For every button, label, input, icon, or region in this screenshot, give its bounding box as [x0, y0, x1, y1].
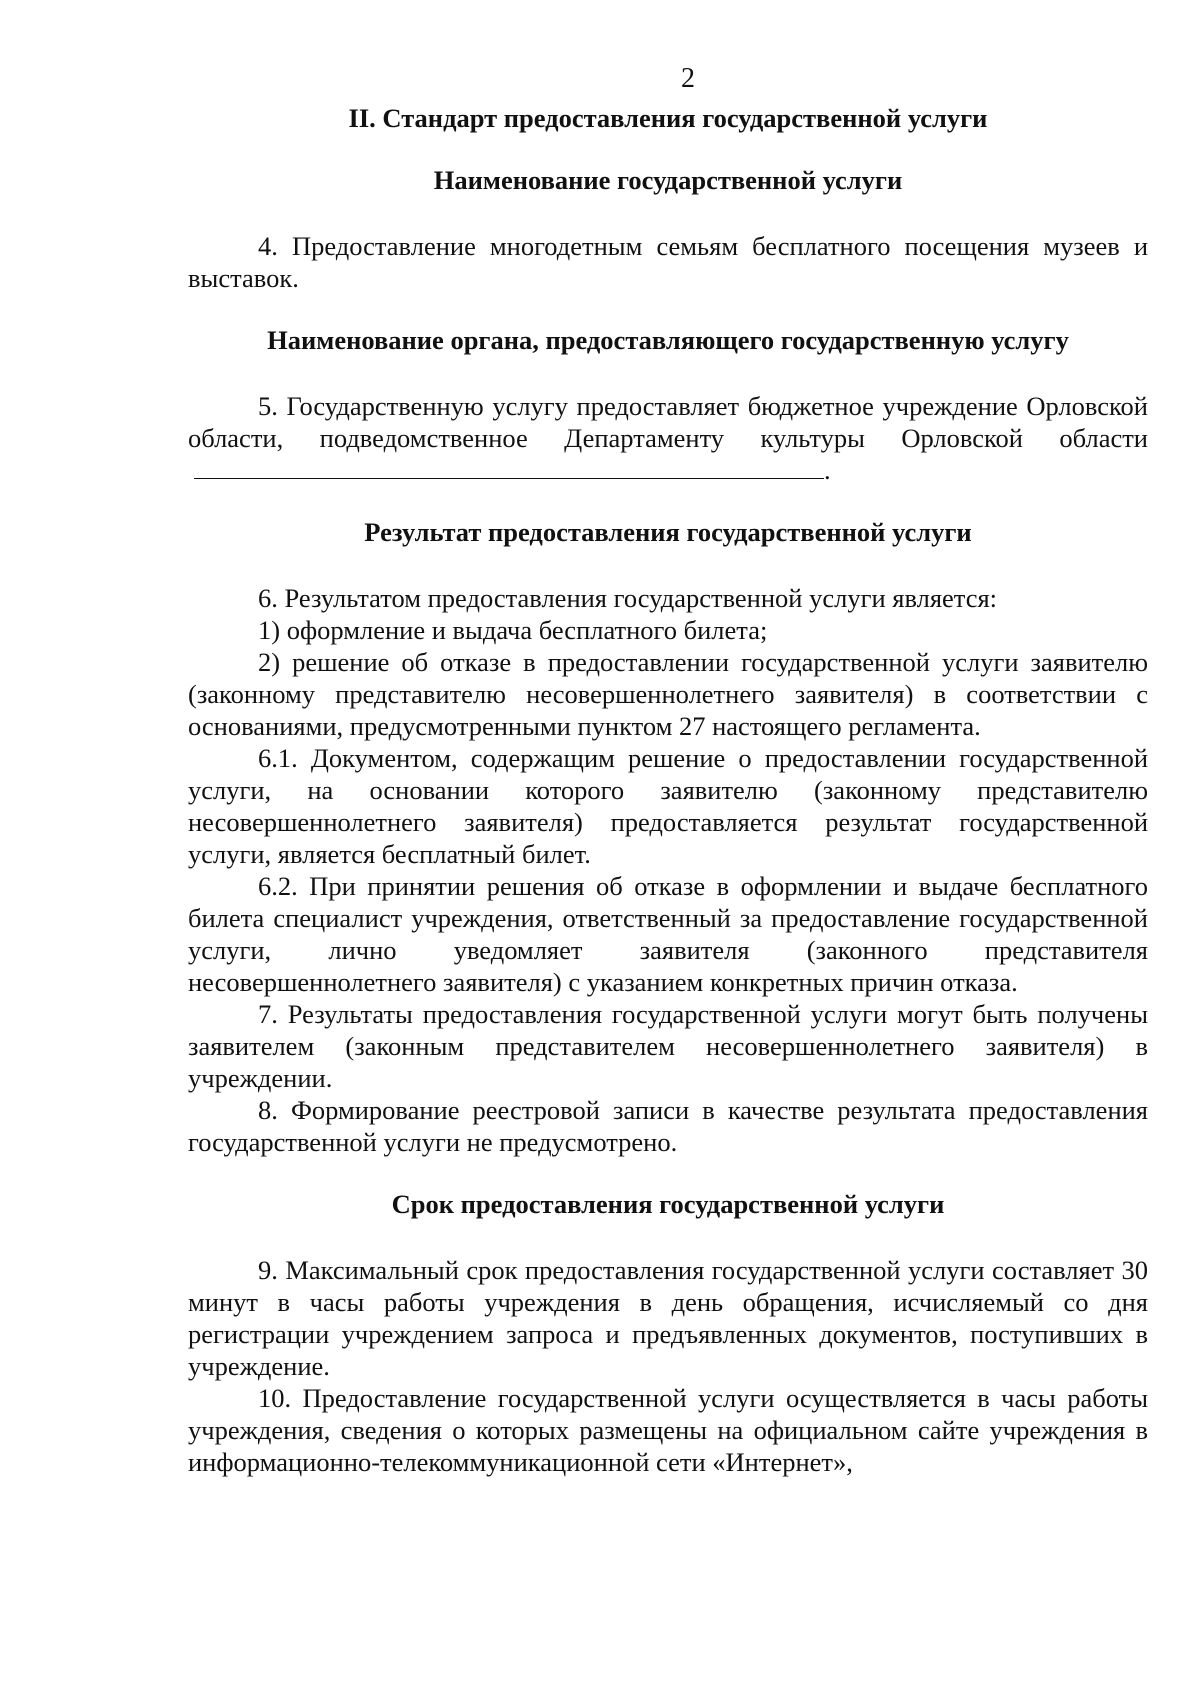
heading-term: Срок предоставления государственной услуги [391, 1189, 945, 1219]
paragraph-5-end: . [824, 455, 831, 485]
paragraph-10: 10. Предоставление государственной услуги осуществляется в часы работы учреждения, сведения о которых размещены на официальном сайте учреждения в информационно-телекоммуникационной сети «Интернет», [188, 1383, 1148, 1477]
heading-authority-name: Наименование органа, предоставляющего государственную услугу [267, 325, 1069, 355]
page-number: 2 [681, 63, 695, 94]
paragraph-6-2: 6.2. При принятии решения об отказе в оформлении и выдаче бесплатного билета специалист учреждения, ответственный за предоставление государственной услуги, лично уведомляет заявителя (законного представителя несовершеннолетнего заявителя) с указанием конкретных причин отказа. [188, 871, 1148, 997]
paragraph-5 [188, 390, 1148, 486]
paragraph-6: 6. Результатом предоставления государственной услуги является: [258, 583, 998, 613]
section-title: II. Стандарт предоставления государственной услуги [348, 103, 988, 133]
paragraph-5-text: 5. Государственную услугу предоставляет бюджетное учреждение Орловской области, подведомственное Департаменту культуры Орловской области [188, 391, 1148, 453]
heading-service-name: Наименование государственной услуги [433, 165, 903, 195]
paragraph-4: 4. Предоставление многодетным семьям бесплатного посещения музеев и выставок. [188, 231, 1148, 293]
heading-result: Результат предоставления государственной услуги [364, 517, 972, 547]
paragraph-8: 8. Формирование реестровой записи в качестве результата предоставления государственной услуги не предусмотрено. [188, 1095, 1148, 1157]
document-page [188, 62, 1148, 1478]
paragraph-7: 7. Результаты предоставления государственной услуги могут быть получены заявителем (законным представителем несовершеннолетнего заявителя) в учреждении. [188, 999, 1148, 1093]
fill-in-blank-line [194, 456, 824, 479]
paragraph-6-1: 6.1. Документом, содержащим решение о предоставлении государственной услуги, на основании которого заявителю (законному представителю несовершеннолетнего заявителя) предоставляется результат государственной услуги, является бесплатный билет. [188, 743, 1148, 869]
paragraph-6-item-2: 2) решение об отказе в предоставлении государственной услуги заявителю (законному представителю несовершеннолетнего заявителя) в соответствии с основаниями, предусмотренными пунктом 27 настоящего регламента. [188, 647, 1148, 741]
paragraph-6-item-1: 1) оформление и выдача бесплатного билета; [258, 615, 768, 645]
paragraph-9: 9. Максимальный срок предоставления государственной услуги составляет 30 минут в часы работы учреждения в день обращения, исчисляемый со дня регистрации учреждением запроса и предъявленных документов, поступивших в учреждение. [188, 1255, 1148, 1381]
